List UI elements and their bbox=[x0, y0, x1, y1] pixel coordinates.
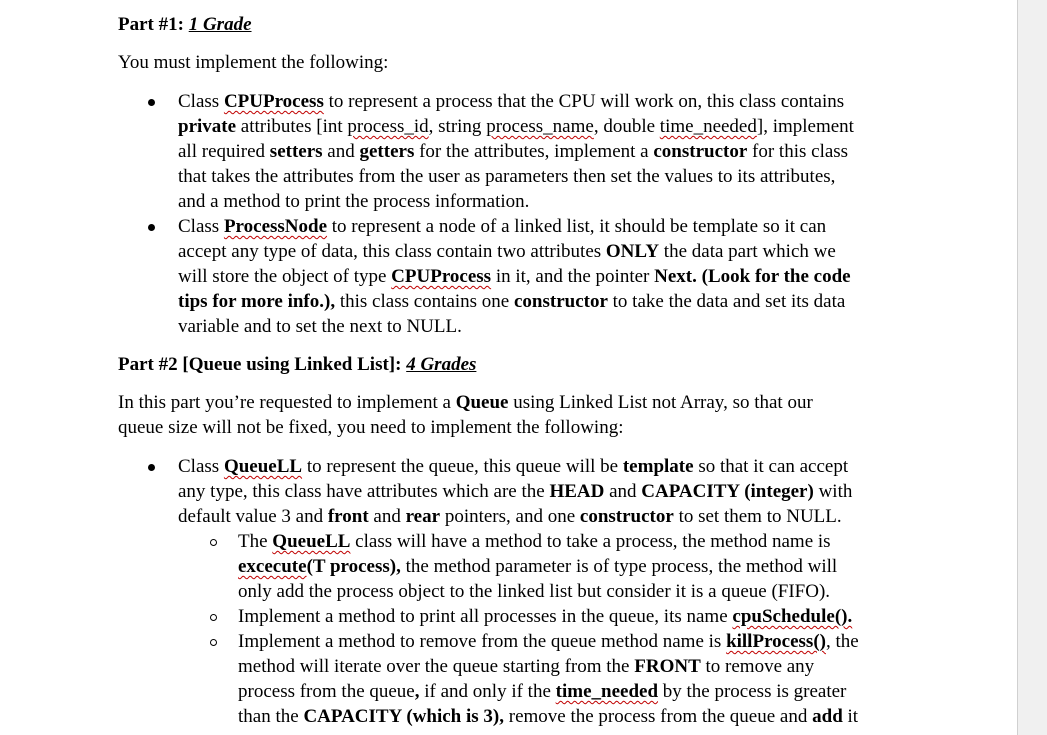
bullet-dot bbox=[148, 464, 155, 471]
part1-bullet2-line3: will store the object of type CPUProcess in it, and the pointer Next. (Look for the code bbox=[178, 266, 851, 287]
part1-bullet1-line2: private attributes [int process_id, string process_name, double time_needed], implement bbox=[178, 116, 854, 137]
part1-bullet2-line4: tips for more info.), this class contains one constructor to take the data and set its data bbox=[178, 291, 846, 312]
sub2-line1: Implement a method to print all processes in the queue, its name cpuSchedule(). bbox=[238, 606, 853, 627]
sub3-line1: Implement a method to remove from the queue method name is killProcess(), the bbox=[238, 631, 859, 652]
sub3-line4: than the CAPACITY (which is 3), remove the process from the queue and add it bbox=[238, 706, 859, 727]
part1-heading bbox=[118, 14, 252, 36]
part1-bullet2-line5: variable and to set the next to NULL. bbox=[178, 316, 462, 337]
part2-heading bbox=[118, 354, 476, 376]
bullet-dot bbox=[148, 99, 155, 106]
sub1-line1: The QueueLL class will have a method to take a process, the method name is bbox=[238, 531, 831, 552]
bullet-dot bbox=[148, 224, 155, 231]
part1-bullet2-line2: accept any type of data, this class contain two attributes ONLY the data part which we bbox=[178, 241, 836, 262]
part1-bullet1-line5: and a method to print the process information. bbox=[178, 191, 530, 212]
part1-bullet1-line1: Class CPUProcess to represent a process that the CPU will work on, this class contains bbox=[178, 91, 845, 112]
sub1-line2: excecute(T process), the method parameter is of type process, the method will bbox=[238, 556, 838, 577]
sub-bullet-circle bbox=[210, 614, 217, 621]
part1-bullet1-line3: all required setters and getters for the attributes, implement a constructor for this class bbox=[178, 141, 849, 162]
window-scrollbar-gutter[interactable] bbox=[1017, 0, 1047, 735]
sub3-line2: method will iterate over the queue starting from the FRONT to remove any bbox=[238, 656, 815, 677]
part2-intro-line1: In this part you’re requested to implement a Queue using Linked List not Array, so that our bbox=[118, 392, 813, 413]
part2-bullet1-line2: any type, this class have attributes which are the HEAD and CAPACITY (integer) with bbox=[178, 481, 853, 502]
sub3-line3: process from the queue, if and only if the time_needed by the process is greater bbox=[238, 681, 847, 702]
part2-intro-line2: queue size will not be fixed, you need to implement the following: bbox=[118, 417, 624, 438]
part1-bullet2-line1: Class ProcessNode to represent a node of a linked list, it should be template so it can bbox=[178, 216, 827, 237]
part2-heading-label: Part #2 [Queue using Linked List]: bbox=[118, 354, 407, 375]
part1-heading-label: Part #1: bbox=[118, 14, 189, 35]
sub-bullet-circle bbox=[210, 539, 217, 546]
part2-grade: 4 Grades bbox=[406, 354, 477, 375]
part1-bullet1-line4: that takes the attributes from the user as parameters then set the values to its attributes, bbox=[178, 166, 836, 187]
sub1-line3: only add the process object to the linked list but consider it is a queue (FIFO). bbox=[238, 581, 831, 602]
sub-bullet-circle bbox=[210, 639, 217, 646]
part1-intro: You must implement the following: bbox=[118, 52, 389, 73]
part1-grade: 1 Grade bbox=[188, 14, 252, 35]
part2-bullet1-line1: Class QueueLL to represent the queue, this queue will be template so that it can accept bbox=[178, 456, 849, 477]
part2-bullet1-line3: default value 3 and front and rear pointers, and one constructor to set them to NULL. bbox=[178, 506, 842, 527]
